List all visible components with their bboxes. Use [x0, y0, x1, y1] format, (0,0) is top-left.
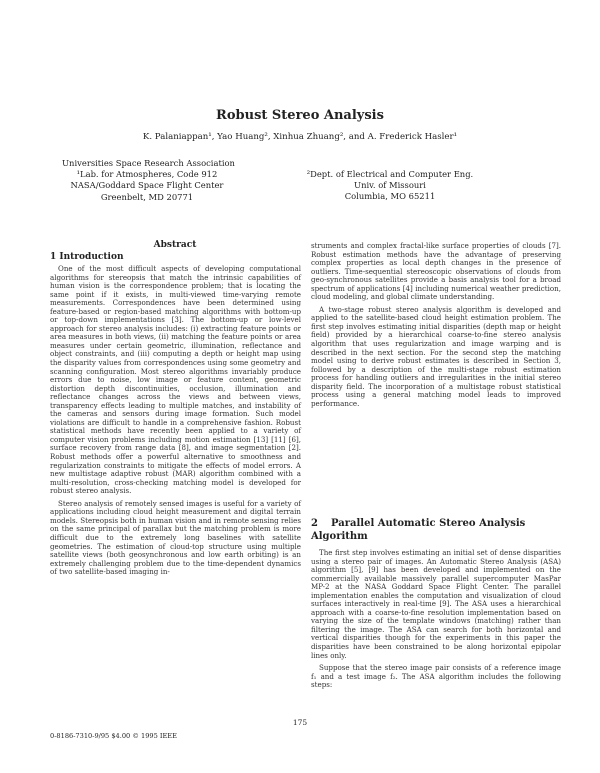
left-column — [50, 265, 301, 577]
affiliation-line: ¹Lab. for Atmospheres, Code 912 — [76, 169, 218, 180]
paragraph: The first step involves estimating an initial set of dense disparities using a stereo pair of images. An Automatic Stereo Analysis (ASA) algorithm [5], [9] has been developed and implemented on the commercially available massively parallel supercomputer MasPar MP-2 at the NASA Goddard Space Flight Center. The parallel implementation enables the computation and visualization of cloud surfaces interactively in real-time [9]. The ASA uses a hierarchical approach with a coarse-to-fine resolution implementation based on varying the size of the template windows (matching) rather than filtering the image. The ASA can search for both horizontal and vertical disparities though for the experiments in this paper the disparities have been constrained to be along horizontal epipolar lines only. — [311, 548, 561, 660]
affiliation-line: Columbia, MO 65211 — [344, 191, 436, 202]
section-2-title: Parallel Automatic Stereo Analysis Algorithm — [311, 518, 526, 542]
affiliation-missouri — [295, 169, 485, 203]
paragraph: Suppose that the stereo image pair consists of a reference image f₁ and a test image f₂. The ASA algorithm includes the following steps: — [311, 663, 561, 690]
right-column-top — [311, 242, 561, 408]
section-2-heading — [311, 517, 561, 543]
paper-title: Robust Stereo Analysis — [216, 108, 384, 123]
paragraph: Stereo analysis of remotely sensed images is useful for a variety of applications including cloud height measurement and digital terrain models. Stereopsis both in human vision and in remote sensing relies on the same principal of parallax but the matching problem is more difficult due to the extremely long baselines with satellite geometries. The estimation of cloud-top structure using multiple satellite views (both geosynchronous and low earth orbiting) is an extremely challenging problem due to the time-dependent dynamics of two satellite-based imaging in- — [50, 498, 301, 577]
paragraph: struments and complex fractal-like surface properties of clouds [7]. Robust estimation methods have the advantage of preserving complex properties as local depth changes in the presence of outliers. Time-sequential stereoscopic observations of clouds from geo-synchronous satellites provide a basis analysis tool for a broad spectrum of applications [4] including numerical weather prediction, cloud modeling, and global climate understanding. — [311, 241, 561, 302]
paragraph: One of the most difficult aspects of developing computational algorithms for stereopsis that match the intrinsic capabilities of human vision is the correspondence problem; that is locating the same point if it exists, in multi-viewed time-varying remote measurements. Correspondences have been determined using feature-based or region-based matching algorithms with bottom-up or top-down implementations [3]. The bottom-up or low-level approach for stereo analysis includes: (i) extracting feature points or area measures in both views, (ii) matching the feature points or area measures under certain geometric, illumination, reflectance and object constraints, and (iii) computing a depth or height map using the disparity values from correspondences using some geometry and scanning configuration. Most stereo algorithms invariably produce errors due to noise, low image or feature content, geometric distortion depth discontinuities, occlusion, illumination and reflectance changes across the views and between views, transparency effects leading to multiple matches, and instability of the cameras and sensors during image formation. Such model violations are difficult to handle in a comprehensive fashion. Robust statistical methods have recently been applied to a variety of computer vision problems including motion estimation [13] [11] [6], surface recovery from range data [8], and image segmentation [2]. Robust methods offer a powerful alternative to smoothness and regularization constraints to mitigate the effects of model errors. A new multistage adaptive robust (MAR) algorithm combined with a multi-resolution, cross-checking matching model is developed for robust stereo analysis. — [50, 264, 301, 496]
affiliation-line: Univ. of Missouri — [354, 180, 426, 191]
section-1-heading: 1 Introduction — [50, 252, 124, 262]
affiliation-line: NASA/Goddard Space Flight Center — [70, 180, 224, 191]
affiliation-line: Greenbelt, MD 20771 — [100, 191, 194, 202]
copyright-footer: 0-8186-7310-9/95 $4.00 © 1995 IEEE — [50, 732, 177, 740]
affiliation-line: ²Dept. of Electrical and Computer Eng. — [306, 169, 474, 179]
author-list: K. Palaniappan¹, Yao Huang², Xinhua Zhuang², and A. Frederick Hasler¹ — [142, 132, 458, 142]
affiliation-usra — [62, 158, 235, 203]
page-number: 175 — [292, 718, 308, 727]
affiliation-line: Universities Space Research Association — [62, 158, 235, 168]
paragraph: A two-stage robust stereo analysis algorithm is developed and applied to the satellite-based cloud height estimation problem. The first step involves estimating initial disparities (depth map or height field) provided by a hierarchical coarse-to-fine stereo analysis algorithm that uses regularization and image warping and is described in the next section. For the second step the matching model using to derive robust estimates is described in Section 3, followed by a description of the multi-stage robust estimation process for handling outliers and irregularities in the initial stereo disparity field. The incorporation of a multistage robust statistical process using a general matching model leads to improved performance. — [311, 304, 561, 408]
right-column-bottom — [311, 549, 561, 690]
section-2-number: 2 — [311, 518, 318, 529]
abstract-heading: Abstract — [153, 240, 197, 250]
